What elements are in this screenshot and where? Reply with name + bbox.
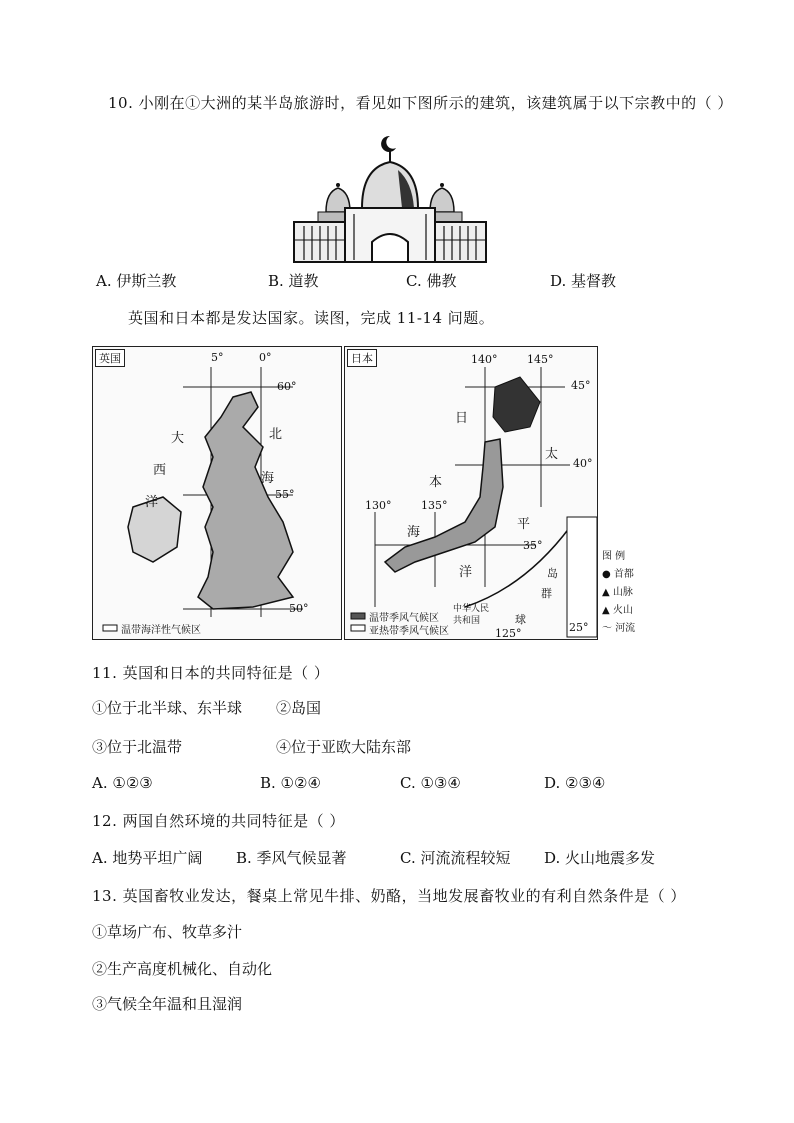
q11-option-d[interactable]: D. ②③④ <box>544 774 606 792</box>
jp-sea-char-2: 本 <box>429 475 443 490</box>
capital-icon: ● <box>602 569 611 580</box>
q13-item-1: ①草场广布、牧草多汁 <box>92 923 243 941</box>
japan-map-title: 日本 <box>347 349 377 367</box>
q13-item-3: ③气候全年温和且湿润 <box>92 995 243 1013</box>
uk-sea-char-3: 洋 <box>145 495 159 510</box>
volcano-icon: ▲ <box>602 605 610 616</box>
uk-map-title: 英国 <box>95 349 125 367</box>
q11-stem: 11. 英国和日本的共同特征是（ ） <box>92 664 330 682</box>
uk-lon-5: 5° <box>211 351 224 364</box>
q11-item-3: ③位于北温带 <box>92 738 183 756</box>
q12-stem: 12. 两国自然环境的共同特征是（ ） <box>92 812 345 830</box>
q12-option-c[interactable]: C. 河流流程较短 <box>400 849 511 867</box>
uk-legend: 温带海洋性气候区 <box>121 625 201 636</box>
side-legend-capital: ● 首都 <box>602 569 634 580</box>
q10-option-c[interactable]: C. 佛教 <box>406 272 457 290</box>
q11-option-c[interactable]: C. ①③④ <box>400 774 461 792</box>
q10-option-b[interactable]: B. 道教 <box>268 272 319 290</box>
jp-lon-125: 125° <box>495 627 522 640</box>
river-icon: 〜 <box>602 623 612 634</box>
jp-island-char-1: 岛 <box>547 567 558 580</box>
jp-lon-140: 140° <box>471 353 498 366</box>
mountain-icon: ▲ <box>602 587 610 598</box>
q10-option-d[interactable]: D. 基督教 <box>550 272 617 290</box>
uk-northsea-char-2: 海 <box>261 471 275 486</box>
jp-sea-char-3: 海 <box>407 525 421 540</box>
jp-lat-35: 35° <box>523 539 543 552</box>
uk-sea-char-1: 大 <box>171 431 185 446</box>
jp-lat-25: 25° <box>569 621 589 634</box>
q10-stem: 10. 小刚在①大洲的某半岛旅游时，看见如下图所示的建筑，该建筑属于以下宗教中的（ ） <box>108 94 733 112</box>
uk-sea-char-2: 西 <box>153 463 167 478</box>
side-legend-river: 〜 河流 <box>602 623 636 634</box>
q11-item-2: ②岛国 <box>276 699 322 717</box>
q13-stem: 13. 英国畜牧业发达，餐桌上常见牛排、奶酪，当地发展畜牧业的有利自然条件是（ ） <box>92 887 686 905</box>
uk-lat-55: 55° <box>275 488 295 501</box>
uk-northsea-char-1: 北 <box>269 427 283 442</box>
jp-pacific-char-3: 洋 <box>459 565 473 580</box>
q12-option-b[interactable]: B. 季风气候显著 <box>236 849 347 867</box>
uk-lat-50: 50° <box>289 602 309 615</box>
q11-item-1: ①位于北半球、东半球 <box>92 699 243 717</box>
q11-item-4: ④位于亚欧大陆东部 <box>276 738 412 756</box>
q12-option-a[interactable]: A. 地势平坦广阔 <box>92 849 203 867</box>
jp-lat-45: 45° <box>571 379 591 392</box>
jp-lon-135: 135° <box>421 499 448 512</box>
jp-island-char-2: 群 <box>541 587 552 600</box>
side-legend-title: 图 例 <box>602 551 626 562</box>
jp-pacific-char-1: 太 <box>545 447 559 462</box>
jp-lon-145: 145° <box>527 353 554 366</box>
jp-lon-130: 130° <box>365 499 392 512</box>
mosque-illustration <box>290 130 490 265</box>
intro-text: 英国和日本都是发达国家。读图，完成 11-14 问题。 <box>128 309 495 327</box>
q11-option-b[interactable]: B. ①②④ <box>260 774 321 792</box>
side-legend-mountain: ▲ 山脉 <box>602 587 633 598</box>
uk-map-graphic <box>93 347 341 639</box>
uk-lat-60: 60° <box>277 380 297 393</box>
q13-item-2: ②生产高度机械化、自动化 <box>92 960 273 978</box>
jp-sea-char-1: 日 <box>455 411 469 426</box>
japan-map-graphic <box>345 347 597 639</box>
map-side-legend <box>602 548 646 638</box>
jp-lat-40: 40° <box>573 457 593 470</box>
jp-pacific-char-2: 平 <box>517 517 531 532</box>
japan-map <box>344 346 598 640</box>
jp-legend-subtropical: 亚热带季风气候区 <box>369 626 449 637</box>
uk-lon-0: 0° <box>259 351 272 364</box>
q11-option-a[interactable]: A. ①②③ <box>92 774 153 792</box>
jp-china-note-1: 中华人民 <box>453 604 490 614</box>
jp-china-note-2: 共和国 <box>453 616 481 626</box>
jp-legend-temperate: 温带季风气候区 <box>369 613 439 624</box>
jp-island-char-3: 球 <box>515 613 526 626</box>
side-legend-volcano: ▲ 火山 <box>602 605 633 616</box>
uk-map <box>92 346 342 640</box>
q10-option-a[interactable]: A. 伊斯兰教 <box>96 272 177 290</box>
q12-option-d[interactable]: D. 火山地震多发 <box>544 849 656 867</box>
